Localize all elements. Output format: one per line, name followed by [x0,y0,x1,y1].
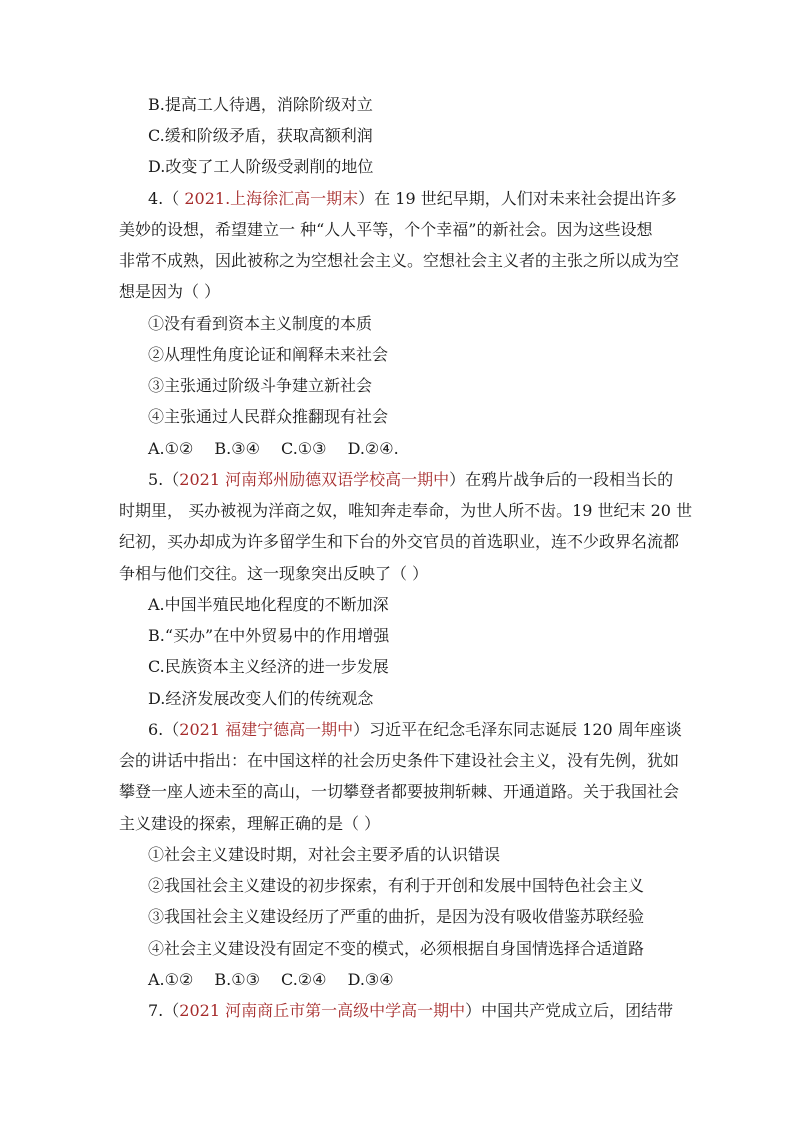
q4-number: 4.（ [148,189,185,208]
q3-option-b: B.提高工人待遇，消除阶级对立 [148,95,373,114]
q4-stem-line-1 [148,188,677,210]
q5-number: 5.（ [148,470,180,489]
q5-stem-line-1 [148,469,673,491]
q6-item-2: ②我国社会主义建设的初步探索，有利于开创和发展中国特色社会主义 [148,876,645,895]
q5-stem-1: ）在鸦片战争后的一段相当长的 [449,470,674,489]
q6-source: 2021 福建宁德高一期中 [179,720,354,739]
q4-item-1: ①没有看到资本主义制度的本质 [148,314,373,333]
q5-option-c: C.民族资本主义经济的进一步发展 [148,657,389,676]
q7-number: 7.（ [148,1001,180,1020]
q6-stem-line-3: 攀登一座人迹未至的高山，一切攀登者都要披荆斩棘、开通道路。关于我国社会 [119,782,680,801]
q6-choices: A.①② B.①③ C.②④ D.③④ [148,970,394,989]
q5-source: 2021 河南郑州励德双语学校高一期中 [179,470,450,489]
q5-option-a: A.中国半殖民地化程度的不断加深 [148,595,389,614]
q6-stem-line-1 [148,719,682,741]
q4-choices: A.①② B.③④ C.①③ D.②④. [148,439,399,458]
q3-option-c: C.缓和阶级矛盾，获取高额利润 [148,126,373,145]
q6-item-4: ④社会主义建设没有固定不变的模式，必须根据自身国情选择合适道路 [148,939,645,958]
q5-stem-line-2: 时期里， 买办被视为洋商之奴，唯知奔走奉命，为世人所不齿。19 世纪末 20 世 [119,501,693,520]
q6-stem-1: ）习近平在纪念毛泽东同志诞辰 120 周年座谈 [353,720,682,739]
q5-option-b: B.“买办”在中外贸易中的作用增强 [148,626,390,645]
q4-item-2: ②从理性角度论证和阐释未来社会 [148,345,389,364]
q5-stem-line-4: 争相与他们交往。这一现象突出反映了（ ） [119,564,429,583]
q4-item-4: ④主张通过人民群众推翻现有社会 [148,407,389,426]
q6-item-1: ①社会主义建设时期，对社会主要矛盾的认识错误 [148,845,501,864]
q5-stem-line-3: 纪初，买办却成为许多留学生和下台的外交官员的首选职业，连不少政界名流都 [119,532,680,551]
q7-source: 2021 河南商丘市第一高级中学高一期中 [179,1001,466,1020]
q6-number: 6.（ [148,720,180,739]
q6-stem-line-2: 会的讲话中指出：在中国这样的社会历史条件下建设社会主义，没有先例，犹如 [119,751,680,770]
q7-stem-line-1 [148,1000,673,1022]
q7-stem-1: ）中国共产党成立后，团结带 [465,1001,674,1020]
q6-stem-line-4: 主义建设的探索，理解正确的是（ ） [119,814,381,833]
q4-stem-line-2: 美妙的设想，希望建立一 种“人人平等，个个幸福”的新社会。因为这些设想 [119,220,653,239]
q3-option-d: D.改变了工人阶级受剥削的地位 [148,157,374,176]
q6-item-3: ③我国社会主义建设经历了严重的曲折，是因为没有吸收借鉴苏联经验 [148,907,645,926]
q4-source: 2021.上海徐汇高一期末 [184,189,359,208]
q4-stem-line-3: 非常不成熟，因此被称之为空想社会主义。空想社会主义者的主张之所以成为空 [119,251,680,270]
q5-option-d: D.经济发展改变人们的传统观念 [148,689,374,708]
q4-stem-1: ）在 19 世纪早期，人们对未来社会提出许多 [358,189,677,208]
q4-item-3: ③主张通过阶级斗争建立新社会 [148,376,373,395]
q4-stem-line-4: 想是因为（ ） [119,282,221,301]
